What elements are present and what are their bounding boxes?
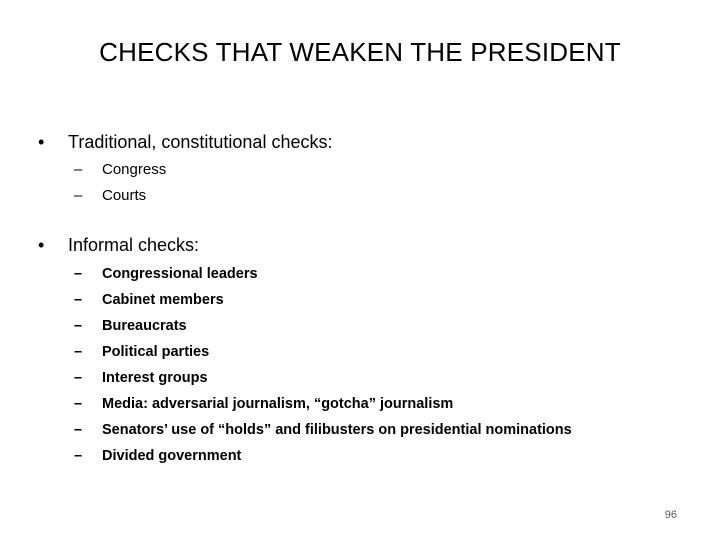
dash-icon: – <box>74 422 83 438</box>
traditional-checks-list <box>74 157 166 209</box>
section-heading-informal <box>38 233 199 257</box>
dash-icon: – <box>74 266 83 282</box>
dash-icon: – <box>74 187 83 204</box>
slide-title: CHECKS THAT WEAKEN THE PRESIDENT <box>99 37 621 67</box>
list-item: – Congress <box>74 157 166 183</box>
dash-icon: – <box>74 344 83 360</box>
list-item: – Congressional leaders <box>74 261 572 287</box>
list-item: – Bureaucrats <box>74 313 572 339</box>
list-item: – Interest groups <box>74 365 572 391</box>
list-item: – Cabinet members <box>74 287 572 313</box>
dash-icon: – <box>74 370 83 386</box>
section-heading-label: Traditional, constitutional checks: <box>68 132 333 152</box>
bullet-icon: • <box>38 235 45 255</box>
list-item: – Media: adversarial journalism, “gotcha” journalism <box>74 391 572 417</box>
dash-icon: – <box>74 318 83 334</box>
dash-icon: – <box>74 448 83 464</box>
bullet-icon: • <box>38 132 45 152</box>
dash-icon: – <box>74 161 83 178</box>
list-item: – Courts <box>74 183 166 209</box>
informal-checks-list <box>74 261 572 469</box>
section-heading-label: Informal checks: <box>68 235 200 255</box>
page-number: 96 <box>664 509 677 521</box>
list-item: – Divided government <box>74 443 572 469</box>
list-item: – Political parties <box>74 339 572 365</box>
dash-icon: – <box>74 396 83 412</box>
dash-icon: – <box>74 292 83 308</box>
section-heading-traditional <box>38 130 332 154</box>
list-item: – Senators’ use of “holds” and filibusters on presidential nominations <box>74 417 572 443</box>
